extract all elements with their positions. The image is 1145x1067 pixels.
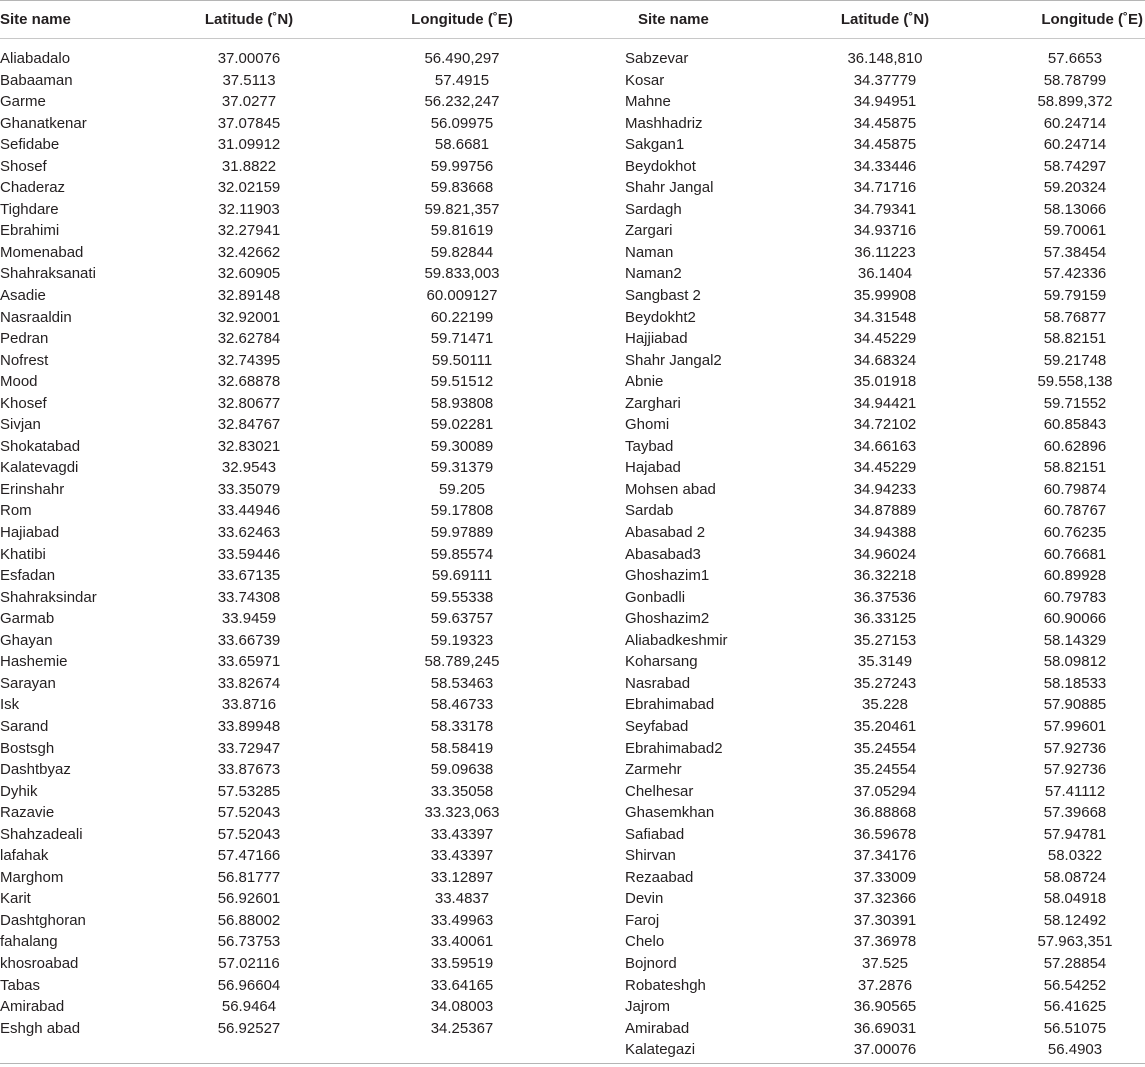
site-name-cell: Seyfabad (625, 717, 689, 735)
site-name-cell: Shahraksindar (0, 588, 97, 606)
latitude-cell: 33.35079 (217, 480, 281, 498)
latitude-cell: 37.05294 (853, 782, 917, 800)
latitude-cell: 35.228 (862, 696, 908, 714)
longitude-cell: 58.13066 (1043, 200, 1107, 218)
site-name-cell: Gonbadli (625, 588, 686, 606)
longitude-cell: 58.08724 (1043, 868, 1107, 886)
longitude-cell: 33.35058 (430, 782, 494, 800)
longitude-cell: 60.24714 (1043, 136, 1107, 154)
longitude-cell: 60.22199 (430, 308, 494, 326)
longitude-cell: 59.83668 (430, 179, 494, 197)
latitude-cell: 32.89148 (217, 287, 281, 305)
latitude-cell: 34.93716 (853, 222, 917, 240)
longitude-cell: 60.76681 (1043, 545, 1107, 563)
site-name-cell: Kalategazi (625, 1041, 696, 1059)
site-name-cell: Momenabad (0, 243, 84, 261)
longitude-cell: 59.30089 (430, 437, 494, 455)
latitude-cell: 32.42662 (217, 243, 281, 261)
longitude-cell: 57.4915 (434, 71, 490, 89)
longitude-cell: 58.0322 (1047, 847, 1103, 865)
site-name-cell: Amirabad (625, 1019, 690, 1037)
longitude-cell: 57.6653 (1047, 50, 1103, 67)
site-name-cell: Esfadan (0, 567, 56, 585)
latitude-cell: 33.65971 (217, 653, 281, 671)
site-name-cell: Asadie (0, 287, 46, 305)
latitude-cell: 36.69031 (853, 1019, 917, 1037)
latitude-cell: 31.8822 (221, 157, 277, 175)
longitude-cell: 58.789,245 (424, 653, 500, 671)
site-name-cell: khosroabad (0, 954, 79, 972)
site-name-cell: Erinshahr (0, 480, 65, 498)
site-name-cell: Sarand (0, 717, 49, 735)
latitude-cell: 36.148,810 (847, 50, 923, 67)
site-name-cell: Rezaabad (625, 868, 694, 886)
column-site-name-right (625, 48, 795, 1061)
latitude-cell: 36.59678 (853, 825, 917, 843)
latitude-cell: 57.52043 (217, 804, 281, 822)
latitude-cell: 32.80677 (217, 394, 281, 412)
longitude-cell: 58.58419 (430, 739, 494, 757)
longitude-cell: 58.6681 (434, 136, 490, 154)
longitude-cell: 59.02281 (430, 416, 494, 434)
site-name-cell: Abasabad3 (625, 545, 701, 563)
latitude-cell: 56.81777 (217, 868, 281, 886)
longitude-cell: 58.18533 (1043, 674, 1107, 692)
site-name-cell: Ebrahimi (0, 222, 60, 240)
latitude-cell: 34.72102 (853, 416, 917, 434)
header-latitude-right: Latitude (˚N) (840, 11, 930, 28)
longitude-cell: 57.92736 (1043, 761, 1107, 779)
latitude-cell: 35.20461 (853, 717, 917, 735)
site-name-cell: Garmab (0, 610, 55, 628)
latitude-cell: 37.36978 (853, 933, 917, 951)
longitude-cell: 60.85843 (1043, 416, 1107, 434)
longitude-cell: 56.4903 (1047, 1041, 1103, 1059)
latitude-cell: 56.9464 (221, 998, 277, 1016)
site-name-cell: Naman (625, 243, 674, 261)
latitude-cell: 35.27243 (853, 674, 917, 692)
site-name-cell: Shahzadeali (0, 825, 83, 843)
column-latitude-right (805, 48, 965, 1061)
longitude-cell: 58.82151 (1043, 459, 1107, 477)
site-name-cell: Sarayan (0, 674, 56, 692)
site-name-cell: Ghoshazim2 (625, 610, 710, 628)
site-name-cell: Shahr Jangal2 (625, 351, 722, 369)
longitude-cell: 59.50111 (431, 351, 493, 369)
longitude-cell: 58.93808 (430, 394, 494, 412)
latitude-cell: 34.45229 (853, 459, 917, 477)
longitude-cell: 34.08003 (430, 998, 494, 1016)
header-rule (0, 38, 1145, 39)
longitude-cell: 33.43397 (430, 825, 494, 843)
longitude-cell: 57.28854 (1043, 954, 1107, 972)
latitude-cell: 33.72947 (217, 739, 281, 757)
site-name-cell: Dashtbyaz (0, 761, 71, 779)
latitude-cell: 57.52043 (217, 825, 281, 843)
site-name-cell: Sakgan1 (625, 136, 685, 154)
latitude-cell: 37.33009 (853, 868, 917, 886)
longitude-cell: 60.62896 (1043, 437, 1107, 455)
site-name-cell: Shirvan (625, 847, 676, 865)
longitude-cell: 59.17808 (430, 502, 494, 520)
latitude-cell: 34.66163 (853, 437, 917, 455)
latitude-cell: 35.99908 (853, 287, 917, 305)
latitude-cell: 32.74395 (217, 351, 281, 369)
latitude-cell: 33.87673 (217, 761, 281, 779)
longitude-cell: 58.899,372 (1037, 93, 1113, 111)
site-name-cell: Koharsang (625, 653, 698, 671)
site-name-cell: Mashhadriz (625, 114, 703, 132)
site-name-cell: Nasrabad (625, 674, 691, 692)
header-site-name-right: Site name (638, 11, 709, 28)
latitude-cell: 37.525 (862, 954, 908, 972)
longitude-cell: 33.323,063 (424, 804, 500, 822)
longitude-cell: 58.04918 (1043, 890, 1107, 908)
latitude-cell: 34.79341 (853, 200, 917, 218)
longitude-cell: 59.55338 (430, 588, 494, 606)
latitude-cell: 32.60905 (217, 265, 281, 283)
longitude-cell: 59.99756 (430, 157, 494, 175)
longitude-cell: 59.97889 (430, 524, 494, 542)
latitude-cell: 32.68878 (217, 373, 281, 391)
latitude-cell: 34.71716 (853, 179, 917, 197)
site-name-cell: Rom (0, 502, 32, 520)
column-latitude-left (169, 48, 329, 1039)
latitude-cell: 32.62784 (217, 330, 281, 348)
site-name-cell: Zarmehr (625, 761, 682, 779)
table-top-rule (0, 0, 1145, 1)
longitude-cell: 33.4837 (434, 890, 490, 908)
longitude-cell: 59.81619 (430, 222, 494, 240)
site-name-cell: Nofrest (0, 351, 49, 369)
latitude-cell: 32.9543 (221, 459, 277, 477)
longitude-cell: 57.38454 (1043, 243, 1107, 261)
latitude-cell: 56.96604 (217, 976, 281, 994)
latitude-cell: 33.82674 (217, 674, 281, 692)
longitude-cell: 56.490,297 (424, 50, 500, 67)
site-name-cell: Sivjan (0, 416, 41, 434)
longitude-cell: 57.90885 (1043, 696, 1107, 714)
site-name-cell: Naman2 (625, 265, 682, 283)
latitude-cell: 37.30391 (853, 911, 917, 929)
longitude-cell: 60.24714 (1043, 114, 1107, 132)
site-name-cell: Faroj (625, 911, 660, 929)
longitude-cell: 56.232,247 (424, 93, 500, 111)
site-name-cell: Khosef (0, 394, 47, 412)
longitude-cell: 58.12492 (1043, 911, 1107, 929)
site-name-cell: Shahr Jangal (625, 179, 714, 197)
longitude-cell: 58.78799 (1043, 71, 1107, 89)
site-name-cell: Kosar (625, 71, 665, 89)
latitude-cell: 37.5113 (222, 71, 276, 89)
longitude-cell: 59.70061 (1043, 222, 1107, 240)
longitude-cell: 59.69111 (431, 567, 493, 585)
header-latitude-left: Latitude (˚N) (204, 11, 294, 28)
site-name-cell: Babaaman (0, 71, 73, 89)
latitude-cell: 33.89948 (217, 717, 281, 735)
site-name-cell: Safiabad (625, 825, 685, 843)
latitude-cell: 33.74308 (217, 588, 281, 606)
longitude-cell: 60.009127 (426, 287, 498, 305)
site-name-cell: Sardagh (625, 200, 682, 218)
longitude-cell: 59.71552 (1043, 394, 1107, 412)
site-name-cell: Shahraksanati (0, 265, 96, 283)
latitude-cell: 56.92601 (217, 890, 281, 908)
longitude-cell: 58.76877 (1043, 308, 1107, 326)
longitude-cell: 33.49963 (430, 911, 494, 929)
longitude-cell: 58.33178 (430, 717, 494, 735)
longitude-cell: 56.41625 (1043, 998, 1107, 1016)
site-name-cell: Marghom (0, 868, 64, 886)
longitude-cell: 57.39668 (1043, 804, 1107, 822)
longitude-cell: 59.558,138 (1037, 373, 1113, 391)
longitude-cell: 60.89928 (1043, 567, 1107, 585)
header-longitude-right: Longitude (˚E) (1041, 11, 1143, 28)
latitude-cell: 37.00076 (853, 1041, 917, 1059)
site-name-cell: Shokatabad (0, 437, 81, 455)
site-name-cell: Isk (0, 696, 20, 714)
latitude-cell: 34.33446 (853, 157, 917, 175)
site-name-cell: Amirabad (0, 998, 65, 1016)
longitude-cell: 57.92736 (1043, 739, 1107, 757)
column-site-name-left (0, 48, 160, 1039)
longitude-cell: 34.25367 (430, 1019, 494, 1037)
longitude-cell: 33.64165 (430, 976, 494, 994)
longitude-cell: 58.74297 (1043, 157, 1107, 175)
longitude-cell: 59.09638 (430, 761, 494, 779)
longitude-cell: 57.94781 (1043, 825, 1107, 843)
site-name-cell: Robateshgh (625, 976, 706, 994)
latitude-cell: 34.94388 (853, 524, 917, 542)
latitude-cell: 37.2876 (857, 976, 913, 994)
latitude-cell: 33.8716 (221, 696, 277, 714)
latitude-cell: 33.59446 (217, 545, 281, 563)
longitude-cell: 57.963,351 (1037, 933, 1113, 951)
site-name-cell: Chaderaz (0, 179, 66, 197)
latitude-cell: 36.33125 (853, 610, 917, 628)
longitude-cell: 59.82844 (430, 243, 494, 261)
latitude-cell: 36.11223 (854, 243, 916, 261)
site-name-cell: Beydokht2 (625, 308, 696, 326)
site-name-cell: Razavie (0, 804, 55, 822)
longitude-cell: 56.54252 (1043, 976, 1107, 994)
longitude-cell: 57.41112 (1044, 782, 1106, 800)
site-name-cell: Beydokhot (625, 157, 696, 175)
site-name-cell: Karit (0, 890, 31, 908)
longitude-cell: 59.20324 (1043, 179, 1107, 197)
longitude-cell: 33.12897 (430, 868, 494, 886)
site-name-cell: Kalatevagdi (0, 459, 79, 477)
latitude-cell: 35.24554 (853, 761, 917, 779)
latitude-cell: 32.92001 (217, 308, 281, 326)
site-name-cell: Sabzevar (625, 50, 689, 67)
latitude-cell: 34.94421 (853, 394, 917, 412)
latitude-cell: 32.83021 (217, 437, 281, 455)
site-name-cell: Nasraaldin (0, 308, 72, 326)
site-name-cell: Sefidabe (0, 136, 60, 154)
site-name-cell: Eshgh abad (0, 1019, 81, 1037)
site-name-cell: Jajrom (625, 998, 671, 1016)
site-name-cell: Hajiabad (0, 524, 60, 542)
site-name-cell: Ebrahimabad2 (625, 739, 723, 757)
latitude-cell: 34.31548 (853, 308, 917, 326)
longitude-cell: 59.19323 (430, 631, 494, 649)
site-name-cell: Hajabad (625, 459, 681, 477)
latitude-cell: 32.02159 (217, 179, 281, 197)
site-name-cell: Shosef (0, 157, 47, 175)
longitude-cell: 59.821,357 (424, 200, 500, 218)
longitude-cell: 59.71471 (430, 330, 494, 348)
longitude-cell: 56.51075 (1043, 1019, 1107, 1037)
table-bottom-rule (0, 1063, 1145, 1064)
latitude-cell: 34.94951 (853, 93, 917, 111)
site-name-cell: Devin (625, 890, 664, 908)
latitude-cell: 35.01918 (853, 373, 917, 391)
longitude-cell: 60.76235 (1043, 524, 1107, 542)
site-name-cell: Dyhik (0, 782, 38, 800)
longitude-cell: 59.51512 (430, 373, 494, 391)
latitude-cell: 33.9459 (221, 610, 277, 628)
latitude-cell: 35.27153 (853, 631, 917, 649)
latitude-cell: 34.45875 (853, 136, 917, 154)
longitude-cell: 58.14329 (1043, 631, 1107, 649)
latitude-cell: 34.68324 (853, 351, 917, 369)
longitude-cell: 57.99601 (1043, 717, 1107, 735)
site-name-cell: Hashemie (0, 653, 68, 671)
site-name-cell: Zarghari (625, 394, 681, 412)
site-name-cell: Ghayan (0, 631, 53, 649)
site-name-cell: Mohsen abad (625, 480, 716, 498)
site-name-cell: Khatibi (0, 545, 46, 563)
longitude-cell: 58.82151 (1043, 330, 1107, 348)
longitude-cell: 60.79783 (1043, 588, 1107, 606)
latitude-cell: 34.96024 (853, 545, 917, 563)
latitude-cell: 36.90565 (853, 998, 917, 1016)
latitude-cell: 32.11903 (218, 200, 280, 218)
longitude-cell: 58.53463 (430, 674, 494, 692)
site-name-cell: Sangbast 2 (625, 287, 701, 305)
latitude-cell: 34.37779 (853, 71, 917, 89)
header-site-name-left: Site name (0, 11, 71, 28)
latitude-cell: 37.34176 (853, 847, 917, 865)
longitude-cell: 33.40061 (430, 933, 494, 951)
longitude-cell: 59.63757 (430, 610, 494, 628)
site-name-cell: Ghasemkhan (625, 804, 715, 822)
latitude-cell: 35.3149 (857, 653, 913, 671)
latitude-cell: 57.47166 (217, 847, 281, 865)
latitude-cell: 32.84767 (217, 416, 281, 434)
site-name-cell: Tighdare (0, 200, 59, 218)
site-name-cell: Abasabad 2 (625, 524, 706, 542)
latitude-cell: 34.94233 (853, 480, 917, 498)
longitude-cell: 60.79874 (1043, 480, 1107, 498)
latitude-cell: 31.09912 (217, 136, 281, 154)
header-longitude-left: Longitude (˚E) (411, 11, 513, 28)
longitude-cell: 59.85574 (430, 545, 494, 563)
latitude-cell: 36.37536 (853, 588, 917, 606)
longitude-cell: 59.833,003 (424, 265, 500, 283)
site-name-cell: Hajjiabad (625, 330, 688, 348)
column-longitude-right (1015, 48, 1135, 1061)
latitude-cell: 57.02116 (218, 954, 280, 972)
longitude-cell: 60.78767 (1043, 502, 1107, 520)
latitude-cell: 33.67135 (217, 567, 281, 585)
site-name-cell: Zargari (625, 222, 673, 240)
latitude-cell: 34.45875 (853, 114, 917, 132)
latitude-cell: 33.66739 (217, 631, 281, 649)
longitude-cell: 59.21748 (1043, 351, 1107, 369)
longitude-cell: 59.31379 (430, 459, 494, 477)
longitude-cell: 58.09812 (1043, 653, 1107, 671)
site-name-cell: Ebrahimabad (625, 696, 715, 714)
site-name-cell: lafahak (0, 847, 49, 865)
latitude-cell: 37.32366 (853, 890, 917, 908)
latitude-cell: 37.00076 (217, 50, 281, 67)
site-name-cell: Ghoshazim1 (625, 567, 710, 585)
site-name-cell: Dashtghoran (0, 911, 86, 929)
column-longitude-left (382, 48, 542, 1039)
site-name-cell: Abnie (625, 373, 664, 391)
site-name-cell: Ghanatkenar (0, 114, 87, 132)
latitude-cell: 34.45229 (853, 330, 917, 348)
site-name-cell: fahalang (0, 933, 58, 951)
site-name-cell: Chelhesar (625, 782, 694, 800)
latitude-cell: 35.24554 (853, 739, 917, 757)
site-name-cell: Chelo (625, 933, 665, 951)
longitude-cell: 57.42336 (1043, 265, 1107, 283)
latitude-cell: 36.32218 (853, 567, 917, 585)
longitude-cell: 59.205 (439, 480, 485, 498)
latitude-cell: 37.07845 (217, 114, 281, 132)
latitude-cell: 56.88002 (217, 911, 281, 929)
longitude-cell: 56.09975 (430, 114, 494, 132)
site-name-cell: Aliabadkeshmir (625, 631, 728, 649)
latitude-cell: 32.27941 (217, 222, 281, 240)
site-name-cell: Garme (0, 93, 46, 111)
site-name-cell: Sardab (625, 502, 674, 520)
latitude-cell: 33.62463 (217, 524, 281, 542)
site-name-cell: Ghomi (625, 416, 670, 434)
site-name-cell: Mahne (625, 93, 671, 111)
latitude-cell: 57.53285 (217, 782, 281, 800)
longitude-cell: 59.79159 (1043, 287, 1107, 305)
site-name-cell: Mood (0, 373, 38, 391)
longitude-cell: 60.90066 (1043, 610, 1107, 628)
latitude-cell: 37.0277 (221, 93, 277, 111)
site-name-cell: Bojnord (625, 954, 677, 972)
longitude-cell: 33.59519 (430, 954, 494, 972)
site-name-cell: Taybad (625, 437, 674, 455)
site-name-cell: Bostsgh (0, 739, 55, 757)
latitude-cell: 36.88868 (853, 804, 917, 822)
longitude-cell: 33.43397 (430, 847, 494, 865)
latitude-cell: 36.1404 (857, 265, 913, 283)
site-name-cell: Aliabadalo (0, 50, 71, 67)
latitude-cell: 56.73753 (217, 933, 281, 951)
latitude-cell: 34.87889 (853, 502, 917, 520)
site-name-cell: Pedran (0, 330, 49, 348)
longitude-cell: 58.46733 (430, 696, 494, 714)
latitude-cell: 33.44946 (217, 502, 281, 520)
site-name-cell: Tabas (0, 976, 41, 994)
latitude-cell: 56.92527 (217, 1019, 281, 1037)
